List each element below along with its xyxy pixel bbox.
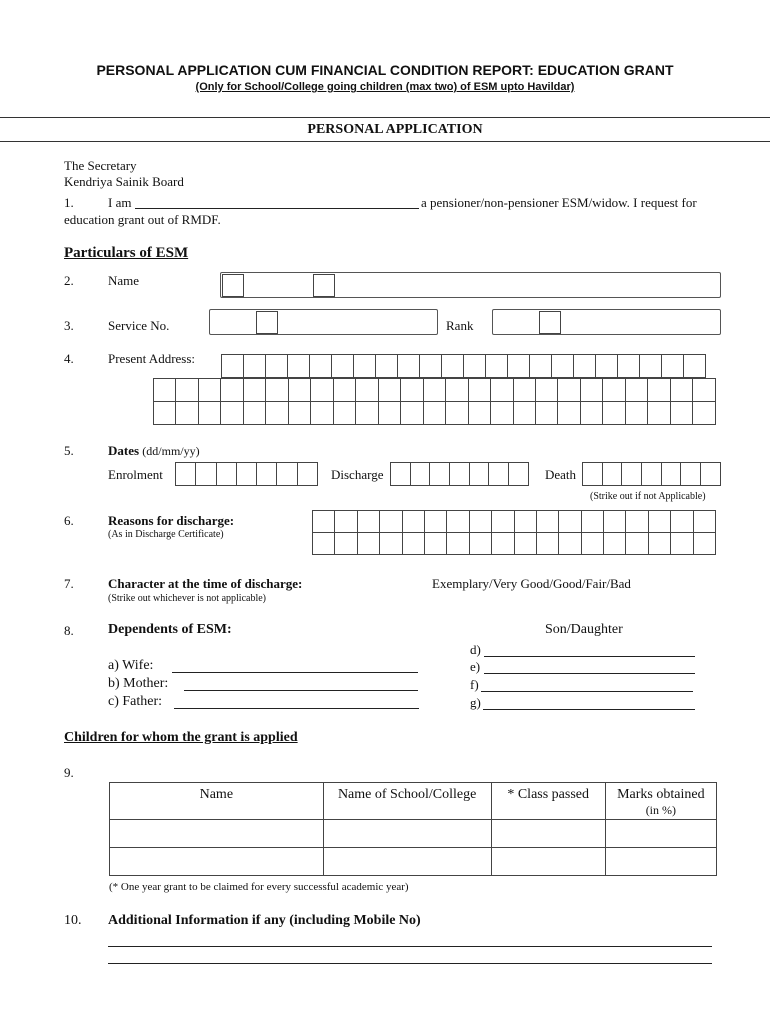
reason-char-box[interactable] bbox=[313, 511, 335, 533]
mother-line[interactable] bbox=[184, 689, 418, 691]
table-footnote: (* One year grant to be claimed for every successful academic year) bbox=[109, 881, 409, 893]
address-char-box[interactable] bbox=[626, 379, 648, 402]
addressee-line1: The Secretary bbox=[64, 158, 137, 173]
address-char-box[interactable] bbox=[640, 355, 662, 378]
enrolment-char-box[interactable] bbox=[237, 463, 257, 486]
reason-char-box[interactable] bbox=[671, 511, 693, 533]
enrolment-char-box[interactable] bbox=[257, 463, 277, 486]
address-char-box[interactable] bbox=[684, 355, 706, 378]
reason-char-box[interactable] bbox=[492, 511, 514, 533]
address-char-box[interactable] bbox=[469, 379, 491, 402]
item4-label: Present Address: bbox=[108, 351, 196, 366]
dependent-e-label: e) bbox=[470, 659, 481, 674]
discharge-char-box[interactable] bbox=[450, 463, 470, 486]
section-title: PERSONAL APPLICATION bbox=[307, 122, 483, 137]
death-char-box[interactable] bbox=[622, 463, 642, 486]
child1-name-cell[interactable] bbox=[110, 820, 324, 848]
address-grid-row1[interactable] bbox=[221, 354, 706, 378]
form-title: PERSONAL APPLICATION CUM FINANCIAL CONDITION REPORT: EDUCATION GRANT bbox=[96, 62, 674, 78]
death-date-grid[interactable] bbox=[582, 462, 721, 486]
address-char-box[interactable] bbox=[356, 402, 378, 425]
item1-number: 1. bbox=[64, 195, 74, 210]
death-char-box[interactable] bbox=[583, 463, 603, 486]
reason-char-box[interactable] bbox=[425, 511, 447, 533]
item1-text-end: a pensioner/non-pensioner ESM/widow. I request for bbox=[421, 195, 697, 210]
reason-char-box[interactable] bbox=[515, 533, 537, 555]
address-char-box[interactable] bbox=[401, 402, 423, 425]
address-char-box[interactable] bbox=[574, 355, 596, 378]
rank-box[interactable] bbox=[539, 311, 561, 334]
address-char-box[interactable] bbox=[176, 402, 198, 425]
address-char-box[interactable] bbox=[581, 379, 603, 402]
enrolment-char-box[interactable] bbox=[277, 463, 297, 486]
dependent-d-line[interactable] bbox=[484, 655, 695, 657]
address-char-box[interactable] bbox=[536, 402, 558, 425]
reason-char-box[interactable] bbox=[313, 533, 335, 555]
enrolment-char-box[interactable] bbox=[196, 463, 216, 486]
col-marks bbox=[605, 783, 716, 820]
address-char-box[interactable] bbox=[221, 402, 243, 425]
rank-label: Rank bbox=[446, 318, 474, 333]
section-top-rule bbox=[0, 117, 770, 118]
reason-char-box[interactable] bbox=[626, 533, 648, 555]
item9-number: 9. bbox=[64, 765, 74, 780]
address-char-box[interactable] bbox=[199, 379, 221, 402]
address-char-box[interactable] bbox=[558, 379, 580, 402]
additional-info-label: Additional Information if any (including Mobile No) bbox=[108, 913, 421, 928]
address-char-box[interactable] bbox=[221, 379, 243, 402]
particulars-heading: Particulars of ESM bbox=[64, 245, 189, 261]
address-char-box[interactable] bbox=[442, 355, 464, 378]
col-name: Name bbox=[110, 783, 324, 820]
additional-info-line-1[interactable] bbox=[108, 945, 712, 947]
address-char-box[interactable] bbox=[154, 379, 176, 402]
table-row bbox=[110, 848, 717, 876]
dependent-e-line[interactable] bbox=[484, 672, 695, 674]
address-char-box[interactable] bbox=[266, 355, 288, 378]
reason-char-box[interactable] bbox=[649, 533, 671, 555]
death-char-box[interactable] bbox=[642, 463, 662, 486]
item1-text-start: I am bbox=[108, 195, 132, 210]
father-label: c) Father: bbox=[108, 694, 163, 709]
address-char-box[interactable] bbox=[648, 379, 670, 402]
dependent-d-label: d) bbox=[470, 642, 481, 657]
reasons-label: Reasons for discharge: bbox=[108, 513, 235, 528]
reason-char-box[interactable] bbox=[649, 511, 671, 533]
child2-name-cell[interactable] bbox=[110, 848, 324, 876]
address-char-box[interactable] bbox=[581, 402, 603, 425]
reason-char-box[interactable] bbox=[492, 533, 514, 555]
reasons-grid[interactable] bbox=[312, 510, 716, 555]
name-box-1[interactable] bbox=[222, 274, 244, 297]
enrolment-char-box[interactable] bbox=[176, 463, 196, 486]
address-char-box[interactable] bbox=[491, 379, 513, 402]
discharge-char-box[interactable] bbox=[509, 463, 529, 486]
address-char-box[interactable] bbox=[199, 402, 221, 425]
reason-char-box[interactable] bbox=[425, 533, 447, 555]
address-char-box[interactable] bbox=[491, 402, 513, 425]
dates-note: (Strike out if not Applicable) bbox=[590, 491, 706, 502]
name-box-2[interactable] bbox=[313, 274, 335, 297]
reason-char-box[interactable] bbox=[380, 511, 402, 533]
mother-label: b) Mother: bbox=[108, 676, 169, 691]
address-char-box[interactable] bbox=[311, 379, 333, 402]
reason-char-box[interactable] bbox=[559, 533, 581, 555]
father-line[interactable] bbox=[174, 707, 419, 709]
child2-marks-cell[interactable] bbox=[605, 848, 716, 876]
character-note: (Strike out whichever is not applicable) bbox=[108, 593, 267, 604]
address-char-box[interactable] bbox=[596, 355, 618, 378]
character-label: Character at the time of discharge: bbox=[108, 576, 303, 591]
item5-number: 5. bbox=[64, 443, 74, 458]
dependent-g-label: g) bbox=[470, 695, 481, 710]
reason-char-box[interactable] bbox=[671, 533, 693, 555]
address-char-box[interactable] bbox=[376, 355, 398, 378]
item8-number: 8. bbox=[64, 623, 74, 638]
wife-line[interactable] bbox=[172, 671, 418, 673]
reason-char-box[interactable] bbox=[582, 533, 604, 555]
dates-format: (dd/mm/yy) bbox=[142, 444, 200, 458]
enrolment-char-box[interactable] bbox=[217, 463, 237, 486]
address-grid-rows[interactable] bbox=[153, 378, 716, 425]
reason-char-box[interactable] bbox=[626, 511, 648, 533]
reason-char-box[interactable] bbox=[470, 511, 492, 533]
address-char-box[interactable] bbox=[311, 402, 333, 425]
reason-char-box[interactable] bbox=[537, 533, 559, 555]
addressee-line2: Kendriya Sainik Board bbox=[64, 174, 184, 189]
address-char-box[interactable] bbox=[332, 355, 354, 378]
address-char-box[interactable] bbox=[486, 355, 508, 378]
col-school: Name of School/College bbox=[323, 783, 491, 820]
item2-label: Name bbox=[108, 273, 140, 288]
reason-char-box[interactable] bbox=[403, 511, 425, 533]
address-char-box[interactable] bbox=[289, 402, 311, 425]
address-char-box[interactable] bbox=[398, 355, 420, 378]
children-table bbox=[109, 782, 717, 876]
dependent-f-line[interactable] bbox=[481, 690, 693, 692]
item10-number: 10. bbox=[64, 913, 82, 928]
reason-char-box[interactable] bbox=[335, 511, 357, 533]
death-char-box[interactable] bbox=[662, 463, 682, 486]
item6-number: 6. bbox=[64, 513, 74, 528]
child1-marks-cell[interactable] bbox=[605, 820, 716, 848]
dependents-label: Dependents of ESM: bbox=[108, 622, 232, 637]
reason-char-box[interactable] bbox=[582, 511, 604, 533]
address-char-box[interactable] bbox=[603, 379, 625, 402]
address-char-box[interactable] bbox=[379, 402, 401, 425]
wife-label: a) Wife: bbox=[108, 658, 154, 673]
reason-char-box[interactable] bbox=[604, 511, 626, 533]
item3-label: Service No. bbox=[108, 318, 170, 333]
item2-number: 2. bbox=[64, 273, 74, 288]
col-marks-label: Marks obtained bbox=[617, 787, 705, 802]
service-no-box[interactable] bbox=[256, 311, 278, 334]
reason-char-box[interactable] bbox=[335, 533, 357, 555]
reason-char-box[interactable] bbox=[358, 511, 380, 533]
child2-class-cell[interactable] bbox=[491, 848, 605, 876]
dates-label-text: Dates bbox=[108, 443, 140, 458]
reason-char-box[interactable] bbox=[358, 533, 380, 555]
address-char-box[interactable] bbox=[618, 355, 640, 378]
enrolment-char-box[interactable] bbox=[298, 463, 318, 486]
address-char-box[interactable] bbox=[603, 402, 625, 425]
child1-school-cell[interactable] bbox=[323, 820, 491, 848]
table-row bbox=[110, 820, 717, 848]
dependent-f-label: f) bbox=[470, 677, 479, 692]
item3-number: 3. bbox=[64, 318, 74, 333]
address-char-box[interactable] bbox=[693, 402, 715, 425]
address-char-box[interactable] bbox=[154, 402, 176, 425]
address-char-box[interactable] bbox=[222, 355, 244, 378]
address-char-box[interactable] bbox=[176, 379, 198, 402]
address-char-box[interactable] bbox=[401, 379, 423, 402]
address-char-box[interactable] bbox=[244, 355, 266, 378]
rank-field[interactable] bbox=[492, 309, 721, 335]
reason-char-box[interactable] bbox=[515, 511, 537, 533]
address-char-box[interactable] bbox=[379, 379, 401, 402]
son-daughter-label: Son/Daughter bbox=[545, 622, 623, 637]
address-char-box[interactable] bbox=[310, 355, 332, 378]
address-char-box[interactable] bbox=[626, 402, 648, 425]
discharge-char-box[interactable] bbox=[470, 463, 490, 486]
address-char-box[interactable] bbox=[420, 355, 442, 378]
address-char-box[interactable] bbox=[536, 379, 558, 402]
reason-char-box[interactable] bbox=[380, 533, 402, 555]
children-table-header bbox=[110, 783, 717, 820]
address-char-box[interactable] bbox=[648, 402, 670, 425]
form-subtitle: (Only for School/College going children (max two) of ESM upto Havildar) bbox=[195, 81, 575, 93]
reason-char-box[interactable] bbox=[694, 511, 716, 533]
reason-char-box[interactable] bbox=[403, 533, 425, 555]
discharge-char-box[interactable] bbox=[430, 463, 450, 486]
item1-text-line2: education grant out of RMDF. bbox=[64, 212, 221, 227]
address-char-box[interactable] bbox=[552, 355, 574, 378]
service-no-field[interactable] bbox=[209, 309, 438, 335]
address-char-box[interactable] bbox=[662, 355, 684, 378]
address-char-box[interactable] bbox=[464, 355, 486, 378]
reason-char-box[interactable] bbox=[537, 511, 559, 533]
reasons-note: (As in Discharge Certificate) bbox=[108, 529, 224, 540]
discharge-label: Discharge bbox=[331, 467, 384, 482]
address-char-box[interactable] bbox=[289, 379, 311, 402]
address-char-box[interactable] bbox=[334, 402, 356, 425]
address-char-box[interactable] bbox=[288, 355, 310, 378]
reason-char-box[interactable] bbox=[447, 511, 469, 533]
reason-char-box[interactable] bbox=[694, 533, 716, 555]
name-field[interactable] bbox=[220, 272, 721, 298]
death-label: Death bbox=[545, 467, 577, 482]
address-char-box[interactable] bbox=[266, 379, 288, 402]
address-char-box[interactable] bbox=[514, 379, 536, 402]
address-char-box[interactable] bbox=[424, 402, 446, 425]
reason-char-box[interactable] bbox=[447, 533, 469, 555]
reason-char-box[interactable] bbox=[604, 533, 626, 555]
address-char-box[interactable] bbox=[424, 379, 446, 402]
death-char-box[interactable] bbox=[681, 463, 701, 486]
address-char-box[interactable] bbox=[693, 379, 715, 402]
item4-number: 4. bbox=[64, 351, 74, 366]
address-char-box[interactable] bbox=[334, 379, 356, 402]
dates-label bbox=[108, 443, 200, 459]
child1-class-cell[interactable] bbox=[491, 820, 605, 848]
death-char-box[interactable] bbox=[701, 463, 721, 486]
address-char-box[interactable] bbox=[446, 402, 468, 425]
item7-number: 7. bbox=[64, 576, 74, 591]
address-char-box[interactable] bbox=[514, 402, 536, 425]
enrolment-date-grid[interactable] bbox=[175, 462, 318, 486]
address-char-box[interactable] bbox=[244, 402, 266, 425]
address-char-box[interactable] bbox=[354, 355, 376, 378]
address-char-box[interactable] bbox=[671, 379, 693, 402]
death-char-box[interactable] bbox=[603, 463, 623, 486]
col-marks-sub: (in %) bbox=[645, 803, 677, 817]
address-char-box[interactable] bbox=[446, 379, 468, 402]
address-char-box[interactable] bbox=[530, 355, 552, 378]
address-char-box[interactable] bbox=[266, 402, 288, 425]
additional-info-line-2[interactable] bbox=[108, 962, 712, 964]
discharge-date-grid[interactable] bbox=[390, 462, 529, 486]
col-class: * Class passed bbox=[491, 783, 605, 820]
dependent-g-line[interactable] bbox=[483, 708, 695, 710]
children-heading: Children for whom the grant is applied bbox=[64, 730, 298, 745]
address-char-box[interactable] bbox=[244, 379, 266, 402]
reason-char-box[interactable] bbox=[559, 511, 581, 533]
address-char-box[interactable] bbox=[558, 402, 580, 425]
address-char-box[interactable] bbox=[508, 355, 530, 378]
reason-char-box[interactable] bbox=[470, 533, 492, 555]
discharge-char-box[interactable] bbox=[391, 463, 411, 486]
applicant-name-line[interactable] bbox=[135, 207, 419, 209]
child2-school-cell[interactable] bbox=[323, 848, 491, 876]
discharge-char-box[interactable] bbox=[411, 463, 431, 486]
character-options[interactable]: Exemplary/Very Good/Good/Fair/Bad bbox=[432, 576, 631, 591]
discharge-char-box[interactable] bbox=[489, 463, 509, 486]
address-char-box[interactable] bbox=[469, 402, 491, 425]
address-char-box[interactable] bbox=[671, 402, 693, 425]
address-char-box[interactable] bbox=[356, 379, 378, 402]
section-bottom-rule bbox=[0, 141, 770, 142]
enrolment-label: Enrolment bbox=[108, 467, 163, 482]
